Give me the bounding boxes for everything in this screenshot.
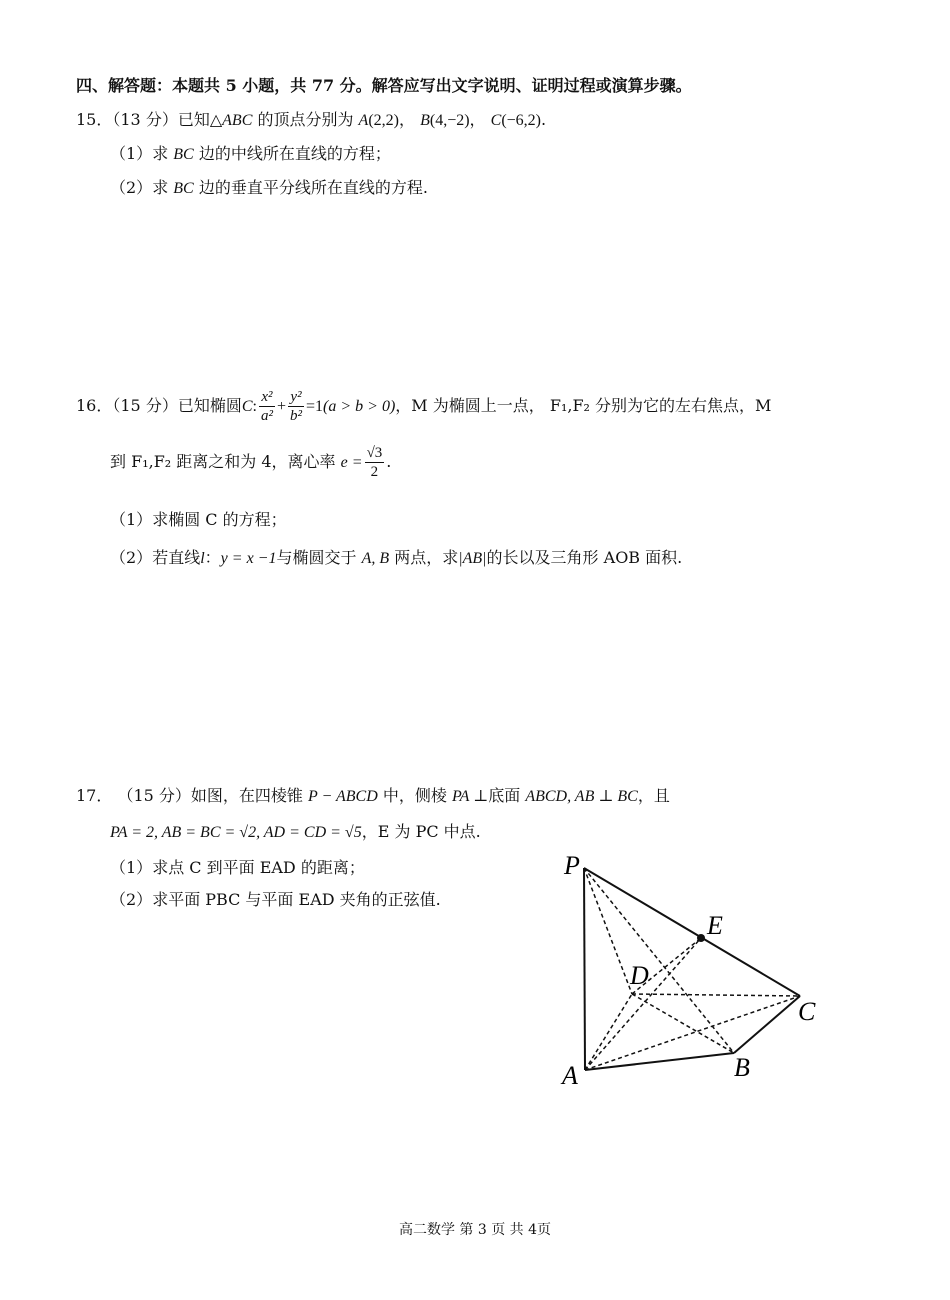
q17-part1-text: 求点 C 到平面 EAD 的距离； bbox=[152, 858, 365, 877]
q16-part2-mid: 与椭圆交于 bbox=[276, 548, 362, 567]
q17-part2-text: 求平面 PBC 与平面 EAD 夹角的正弦值. bbox=[152, 890, 441, 909]
q16-frac1-den: a² bbox=[260, 408, 273, 424]
q16-points: （15 分） bbox=[112, 396, 178, 415]
q15-part1 bbox=[110, 142, 391, 167]
q16-part2-post: 的长以及三角形 AOB 面积. bbox=[486, 548, 683, 567]
pyramid-figure bbox=[550, 848, 840, 1098]
q17-part1 bbox=[110, 856, 365, 880]
q17-part2-label: （2） bbox=[110, 890, 153, 909]
q17-points: （15 分） bbox=[117, 786, 191, 805]
label-D: D bbox=[630, 961, 649, 990]
q16-frac2-num: y² bbox=[290, 389, 302, 405]
q15-pt-a-coord: (2,2) bbox=[368, 112, 399, 129]
q16-curve: C bbox=[241, 398, 253, 415]
edge-PD bbox=[584, 868, 632, 994]
q17-stem-end: ，且 bbox=[637, 786, 670, 805]
q15-part2-post: 边的垂直平分线所在直线的方程. bbox=[193, 178, 428, 197]
q15-part1-label: （1） bbox=[110, 144, 153, 163]
label-E: E bbox=[707, 911, 723, 940]
q15-stem: 15．（13 分）已知△ABC 的顶点分别为 A(2,2)， B(4,−2)， C(−6,2). bbox=[76, 110, 547, 129]
q16-stem: 16．（15 分）已知椭圆C: $\frac{\text{x²}}{\text{a²}}$ + $\frac{\text{y²}}{\text{b²}}$ =1(a > b > 0)，M 为椭圆上一点， F₁,F₂ 分别为它的左右焦点，M bbox=[76, 389, 772, 424]
q16-part2-abs: |AB| bbox=[458, 550, 487, 567]
q17-line2 bbox=[110, 820, 481, 845]
edge-PB bbox=[584, 868, 734, 1053]
q16-line2-pre: 到 F₁,F₂ 距离之和为 4，离心率 bbox=[110, 452, 341, 471]
label-C: C bbox=[798, 997, 816, 1026]
q16-part2-label: （2） bbox=[110, 548, 153, 567]
q17-number: 17． bbox=[76, 786, 113, 805]
edge-DC bbox=[632, 994, 800, 996]
q16-part1-text: 求椭圆 C 的方程； bbox=[152, 510, 287, 529]
q16-ecc-num: √3 bbox=[366, 445, 383, 461]
q16-frac2-den: b² bbox=[290, 408, 302, 424]
point-E-dot bbox=[697, 934, 705, 942]
q17-part2 bbox=[110, 888, 441, 912]
q15-part2-seg: BC bbox=[173, 180, 194, 197]
q15-number: 15． bbox=[76, 110, 113, 129]
q15-pt-c: C bbox=[490, 112, 502, 129]
edge-AB bbox=[585, 1053, 734, 1070]
q15-part1-pre: 求 bbox=[152, 144, 174, 163]
q16-frac-y bbox=[288, 388, 304, 425]
q16-cond: (a > b > 0) bbox=[323, 398, 396, 415]
edge-BC bbox=[734, 996, 800, 1053]
q16-ecc-den: 2 bbox=[370, 464, 379, 480]
q17-stem-mid2: 底面 bbox=[488, 786, 526, 805]
q15-stem-text: 已知△ bbox=[177, 110, 223, 129]
q15-pt-b: B bbox=[420, 112, 430, 129]
q16-ecc-frac bbox=[365, 444, 385, 481]
page-footer: 高二数学 第 3 页 共 4页 bbox=[398, 1222, 552, 1238]
q16-part2-mid2: 两点，求 bbox=[389, 548, 459, 567]
q16-part2-eq: y = x −1 bbox=[220, 550, 277, 567]
q16-eq-rhs: =1 bbox=[306, 398, 324, 415]
edge-PC bbox=[584, 868, 800, 996]
edge-PA bbox=[584, 868, 585, 1070]
q15-pt-b-coord: (4,−2) bbox=[429, 112, 470, 129]
q16-part2-pre: 若直线 bbox=[152, 548, 201, 567]
q15-pt-c-coord: (−6,2) bbox=[501, 112, 541, 129]
label-B: B bbox=[734, 1053, 750, 1082]
q17-line2-post: ，E 为 PC 中点. bbox=[361, 822, 481, 841]
q16-stem-mid: ，M 为椭圆上一点， F₁,F₂ 分别为它的左右焦点，M bbox=[395, 396, 772, 415]
q15-part2-pre: 求 bbox=[152, 178, 174, 197]
q15-stem-mid: 的顶点分别为 bbox=[252, 110, 359, 129]
q16-part1-label: （1） bbox=[110, 510, 153, 529]
q17-cond1: PA ⊥ bbox=[451, 788, 489, 805]
q16-part1 bbox=[110, 508, 287, 532]
q15-pt-a: A bbox=[358, 112, 369, 129]
q15-part1-post: 边的中线所在直线的方程； bbox=[193, 144, 391, 163]
q16-part2-var: l bbox=[200, 550, 205, 567]
q15-part1-seg: BC bbox=[173, 146, 194, 163]
q17-part1-label: （1） bbox=[110, 858, 153, 877]
q15-part2-label: （2） bbox=[110, 178, 153, 197]
q17-stem-text: 如图，在四棱锥 bbox=[190, 786, 309, 805]
q17-pyramid: P − ABCD bbox=[308, 788, 378, 805]
edge-AE bbox=[585, 938, 701, 1070]
q16-line2: 到 F₁,F₂ 距离之和为 4，离心率 e = $\frac{√3}{2}$ . bbox=[110, 445, 392, 480]
section-heading: 四、解答题：本题共 5 小题，共 77 分。解答应写出文字说明、证明过程或演算步骤。 bbox=[76, 76, 692, 95]
q17-stem bbox=[76, 784, 670, 809]
q15-points: （13 分） bbox=[112, 110, 178, 129]
q15-triangle: ABC bbox=[222, 112, 253, 129]
q16-ecc-var: e = bbox=[340, 454, 363, 471]
q17-stem-mid: 中，侧棱 bbox=[377, 786, 452, 805]
edge-AD bbox=[585, 994, 632, 1070]
q16-frac1-num: x² bbox=[261, 389, 273, 405]
q16-number: 16． bbox=[76, 396, 113, 415]
q16-stem-text: 已知椭圆 bbox=[177, 396, 242, 415]
q17-conditions: PA = 2, AB = BC = √2, AD = CD = √5 bbox=[110, 824, 362, 841]
q16-part2: （2）若直线l：y = x −1与椭圆交于 A, B 两点，求|AB|的长以及三角形 AOB 面积. bbox=[110, 548, 683, 567]
label-A: A bbox=[562, 1061, 578, 1090]
q16-frac-x bbox=[259, 388, 275, 425]
q16-part2-pts: A, B bbox=[361, 550, 390, 567]
q17-cond2: ABCD, AB ⊥ BC bbox=[525, 788, 638, 805]
q15-part2 bbox=[110, 176, 428, 201]
label-P: P bbox=[564, 851, 580, 880]
